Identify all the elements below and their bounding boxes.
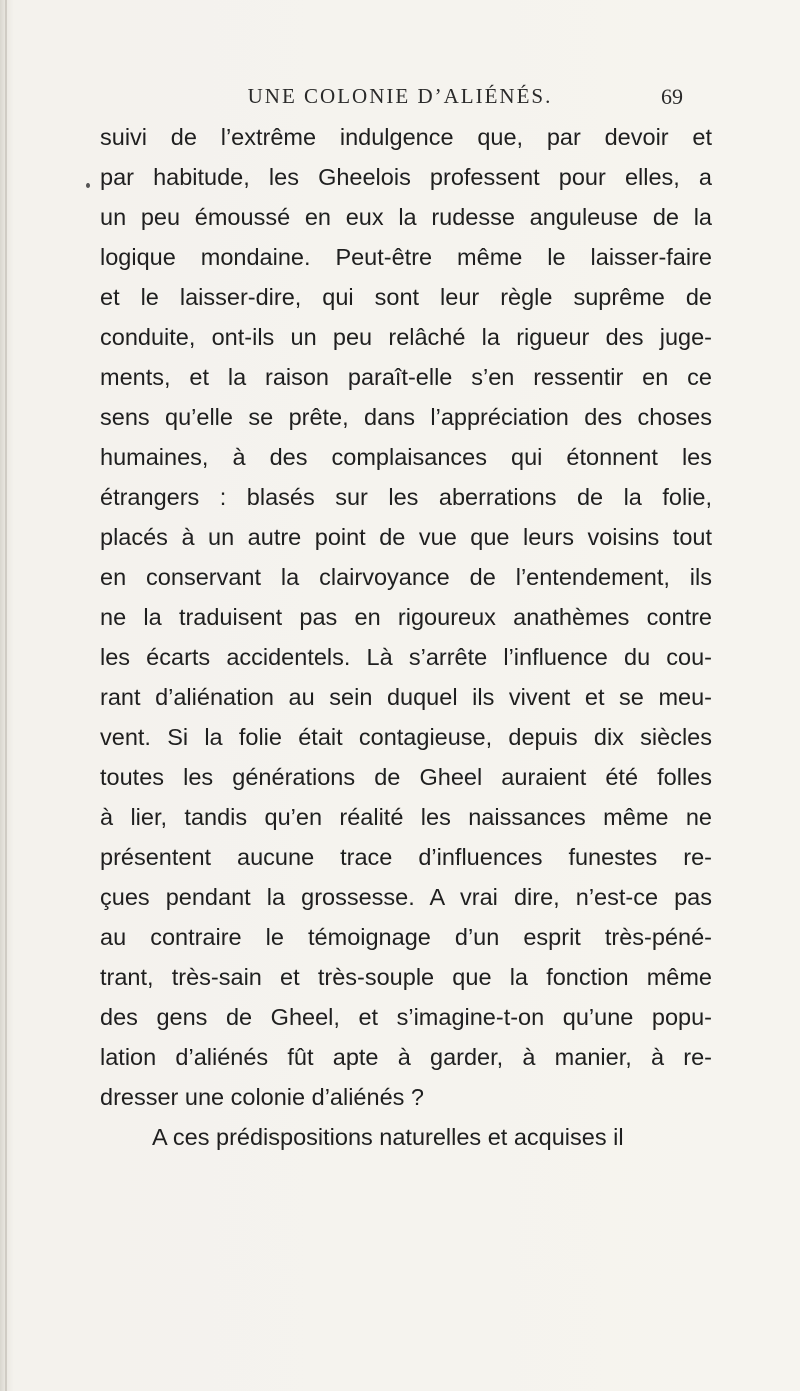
text-line: en conservant la clairvoyance de l’entendement, ils (100, 564, 712, 590)
text-line: ments, et la raison paraît-elle s’en ressentir en ce (100, 364, 712, 390)
running-title: UNE COLONIE D’ALIÉNÉS. (247, 84, 553, 108)
text-line: des gens de Gheel, et s’imagine-t-on qu’une popu- (100, 1004, 712, 1030)
page-number: 69 (661, 84, 683, 109)
page-header (0, 84, 800, 116)
text-line: sens qu’elle se prête, dans l’appréciation des choses (100, 404, 712, 430)
body-text (100, 117, 712, 1157)
text-line: les écarts accidentels. Là s’arrête l’influence du cou- (100, 644, 712, 670)
text-line: A ces prédispositions naturelles et acquises il (152, 1124, 624, 1150)
text-line: un peu émoussé en eux la rudesse anguleuse de la (100, 204, 712, 230)
text-line: à lier, tandis qu’en réalité les naissances même ne (100, 804, 712, 830)
text-line: suivi de l’extrême indulgence que, par devoir et (100, 124, 712, 150)
text-line: étrangers : blasés sur les aberrations de la folie, (100, 484, 712, 510)
page-gutter-edge (5, 0, 7, 1391)
text-line: humaines, à des complaisances qui étonnent les (100, 444, 712, 470)
text-line: placés à un autre point de vue que leurs voisins tout (100, 524, 712, 550)
text-line: çues pendant la grossesse. A vrai dire, n’est-ce pas (100, 884, 712, 910)
ink-speck (86, 183, 90, 188)
text-line: et le laisser-dire, qui sont leur règle suprême de (100, 284, 712, 310)
text-line: rant d’aliénation au sein duquel ils vivent et se meu- (100, 684, 712, 710)
text-line: toutes les générations de Gheel auraient été folles (100, 764, 712, 790)
text-line: conduite, ont-ils un peu relâché la rigueur des juge- (100, 324, 712, 350)
text-line: lation d’aliénés fût apte à garder, à manier, à re- (100, 1044, 712, 1070)
text-line: dresser une colonie d’aliénés ? (100, 1084, 424, 1110)
text-line: par habitude, les Gheelois professent pour elles, a (100, 164, 712, 190)
text-line: trant, très-sain et très-souple que la fonction même (100, 964, 712, 990)
text-line: ne la traduisent pas en rigoureux anathèmes contre (100, 604, 712, 630)
text-line: logique mondaine. Peut-être même le laisser-faire (100, 244, 712, 270)
text-line: vent. Si la folie était contagieuse, depuis dix siècles (100, 724, 712, 750)
text-line: au contraire le témoignage d’un esprit très-péné- (100, 924, 712, 950)
text-line: présentent aucune trace d’influences funestes re- (100, 844, 712, 870)
